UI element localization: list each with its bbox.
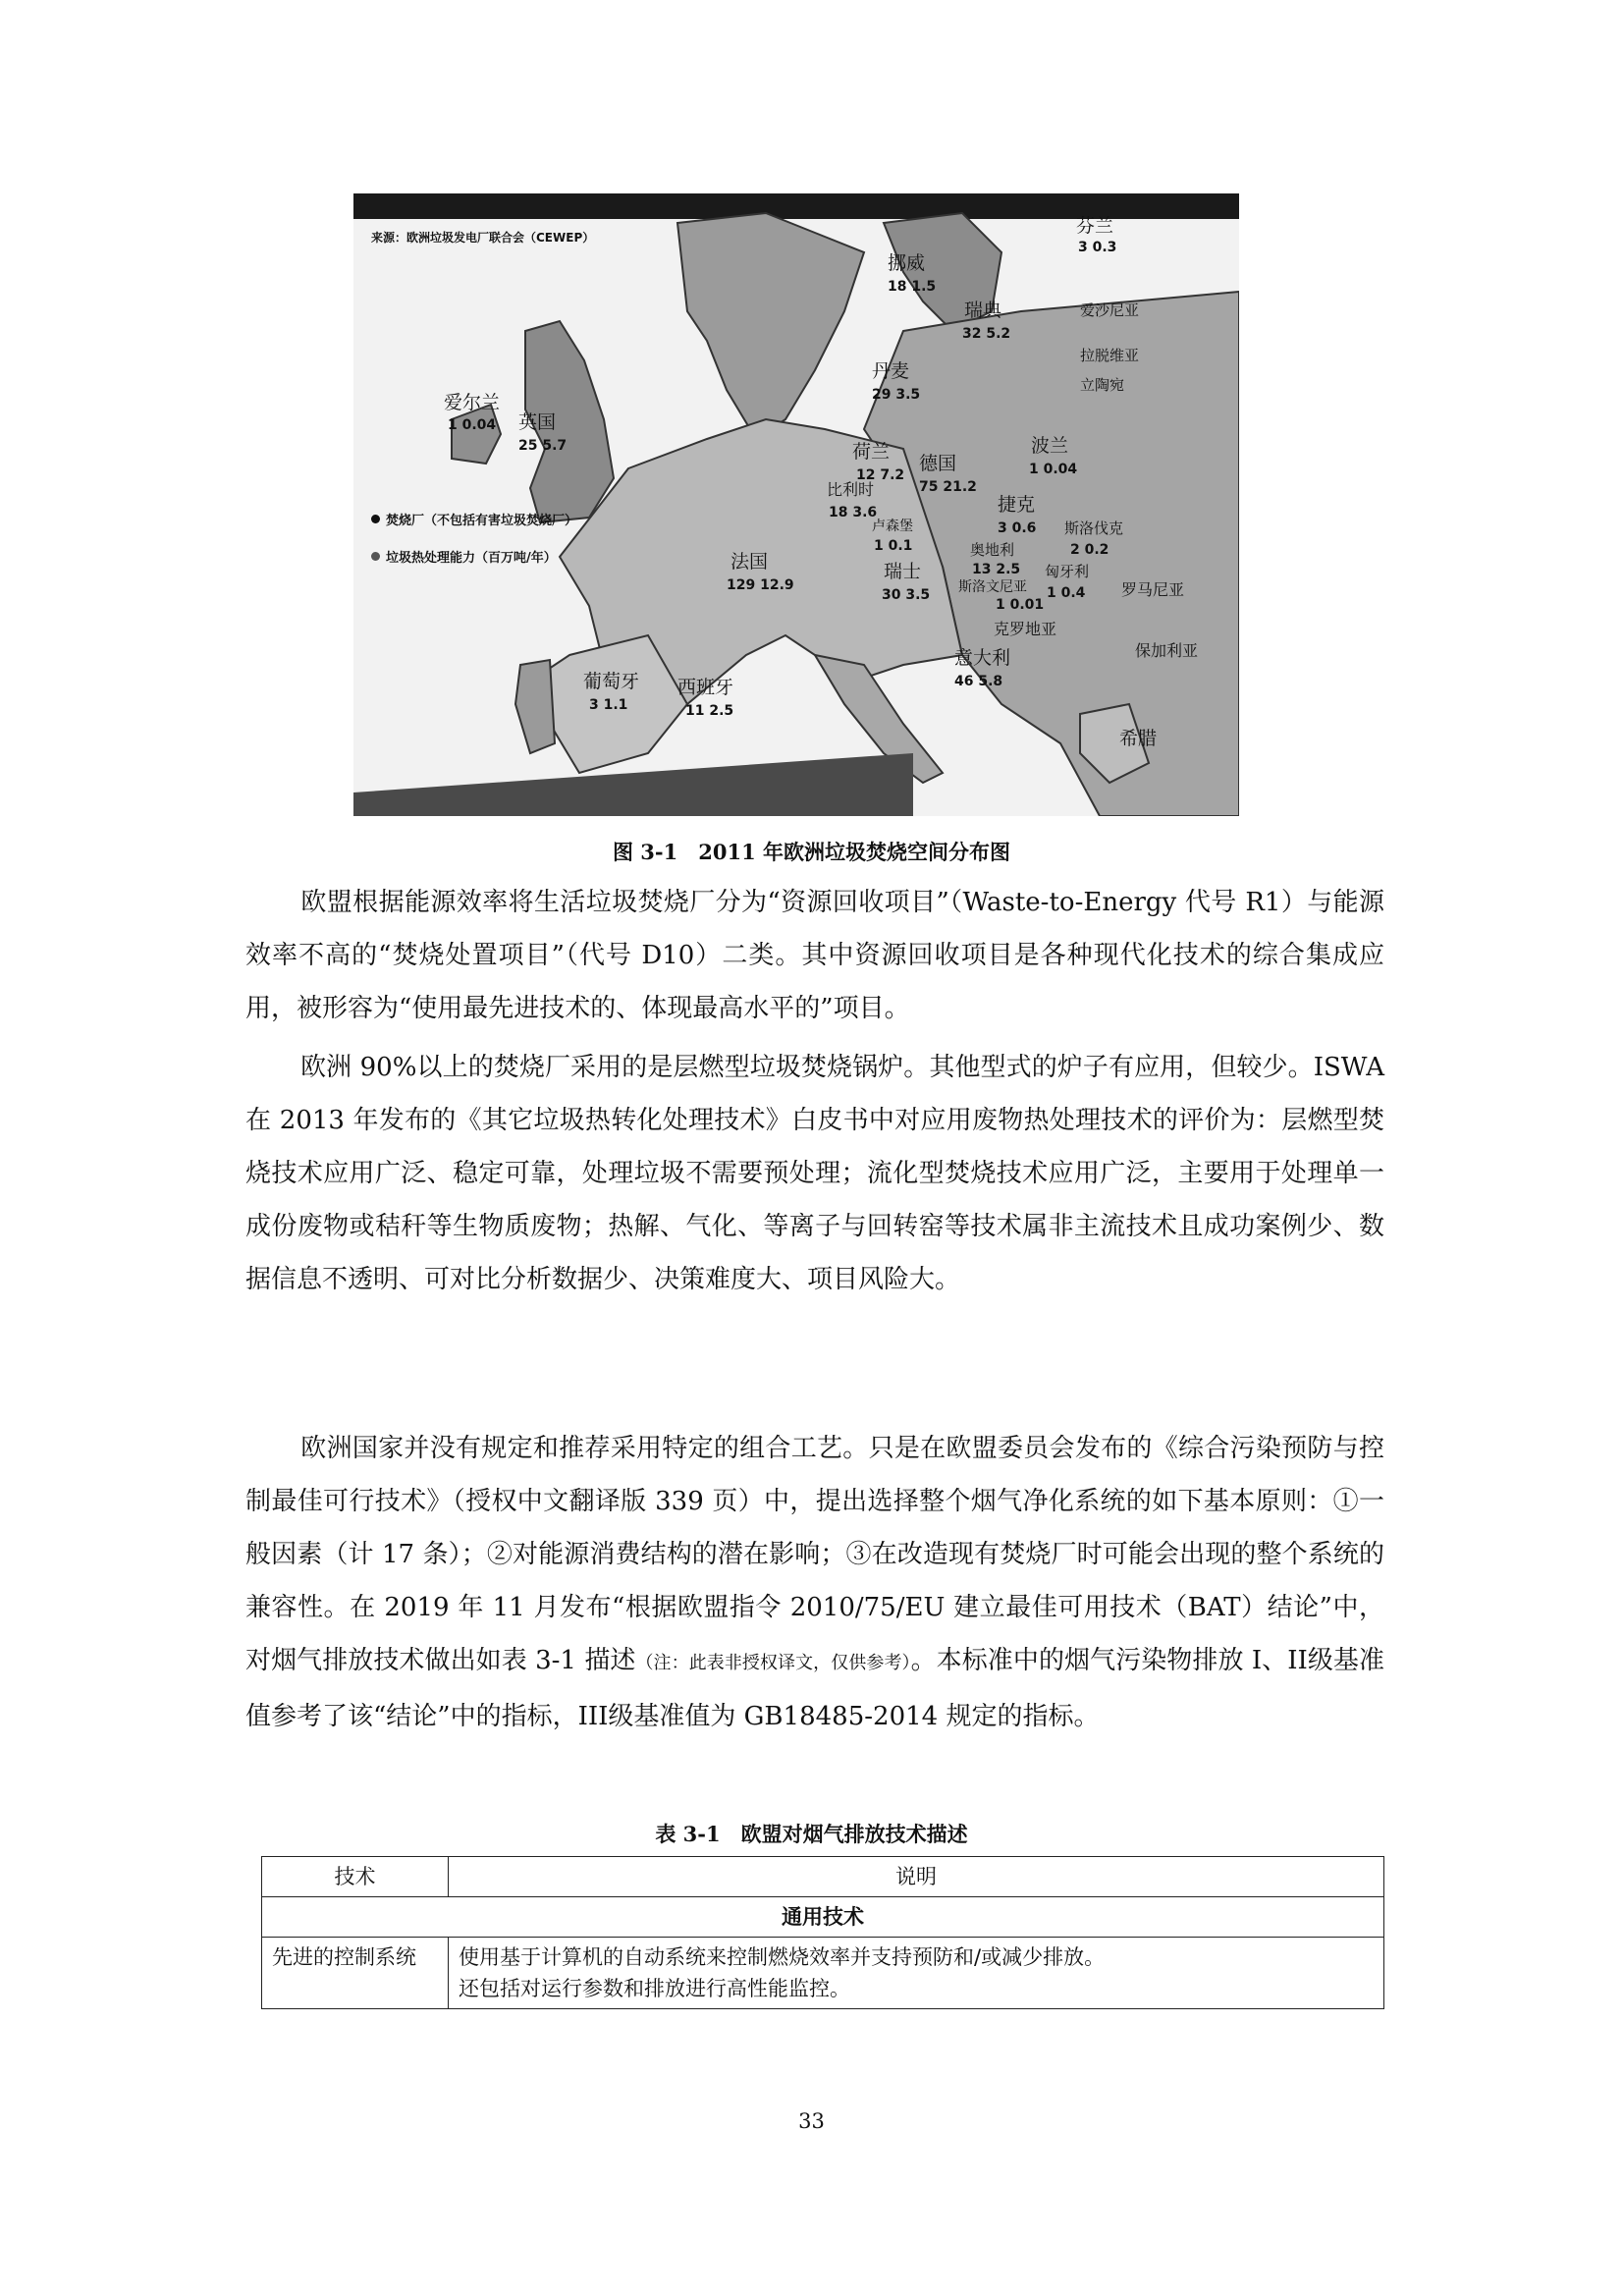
country-values: 11 2.5 xyxy=(685,703,734,719)
country-values: 13 2.5 xyxy=(972,562,1021,577)
country-label: 丹麦 xyxy=(872,360,910,382)
country-values: 25 5.7 xyxy=(518,438,568,454)
country-label: 葡萄牙 xyxy=(583,671,640,692)
country-label: 荷兰 xyxy=(852,441,891,463)
country-label: 斯洛伐克 xyxy=(1064,519,1124,537)
map-shapes xyxy=(353,193,1239,816)
page-number: 33 xyxy=(798,2109,825,2133)
country-label: 法国 xyxy=(730,551,769,573)
country-values: 29 3.5 xyxy=(872,387,921,403)
country-label: 意大利 xyxy=(954,647,1011,669)
country-label: 爱沙尼亚 xyxy=(1080,301,1140,319)
country-values: 46 5.8 xyxy=(954,674,1003,689)
country-label: 波兰 xyxy=(1031,435,1069,457)
country-label: 卢森堡 xyxy=(872,519,913,534)
map-source-label: 来源：欧洲垃圾发电厂联合会（CEWEP） xyxy=(371,231,595,245)
table-header-row xyxy=(262,1857,1384,1897)
paragraph-2: 欧洲 90%以上的焚烧厂采用的是层燃型垃圾焚烧锅炉。其他型式的炉子有应用，但较少。ISWA 在 2013 年发布的《其它垃圾热转化处理技术》白皮书中对应用废物热处理技术的评价为：层燃型焚烧技术应用广泛、稳定可靠，处理垃圾不需要预处理；流化型焚烧技术应用广泛，主要用于处理单一成份废物或秸秆等生物质废物；热解、气化、等离子与回转窑等技术属非主流技术且成功案例少、数据信息不透明、可对比分析数据少、决策难度大、项目风险大。 xyxy=(245,1053,1384,1294)
country-label: 西班牙 xyxy=(677,677,734,698)
country-values: 18 1.5 xyxy=(888,279,937,295)
country-label: 比利时 xyxy=(827,480,875,499)
country-label: 罗马尼亚 xyxy=(1121,580,1185,599)
country-label: 奥地利 xyxy=(970,541,1015,559)
table-cell-tech: 先进的控制系统 xyxy=(262,1938,449,2009)
table-header-tech: 技术 xyxy=(262,1857,449,1897)
country-label: 保加利亚 xyxy=(1135,641,1199,660)
country-values: 3 0.6 xyxy=(998,520,1037,536)
country-label: 捷克 xyxy=(998,494,1036,516)
country-values: 1 0.01 xyxy=(996,597,1045,613)
country-label: 克罗地亚 xyxy=(994,620,1057,638)
country-label: 德国 xyxy=(919,453,957,474)
country-label: 立陶宛 xyxy=(1080,376,1125,394)
legend-item-capacity: 垃圾热处理能力（百万吨/年） xyxy=(371,547,557,566)
country-label: 挪威 xyxy=(888,252,926,274)
country-values: 1 0.04 xyxy=(1029,462,1078,477)
legend-dot-icon xyxy=(371,515,380,523)
country-values: 1 0.1 xyxy=(874,538,913,554)
country-values: 129 12.9 xyxy=(727,577,794,593)
table-cell-desc: 使用基于计算机的自动系统来控制燃烧效率并支持预防和/或减少排放。还包括对运行参数和排放进行高性能监控。 xyxy=(449,1938,1384,2009)
country-label: 拉脱维亚 xyxy=(1080,347,1140,364)
country-values: 12 7.2 xyxy=(856,467,905,483)
country-label: 斯洛文尼亚 xyxy=(958,579,1027,595)
table-section-row xyxy=(262,1897,1384,1938)
country-values: 1 0.04 xyxy=(448,417,497,433)
bat-table xyxy=(261,1856,1384,2009)
table-header-desc: 说明 xyxy=(449,1857,1384,1897)
table-row xyxy=(262,1938,1384,2009)
country-values: 32 5.2 xyxy=(962,326,1011,342)
country-label: 爱尔兰 xyxy=(444,392,501,413)
table-caption: 表 3-1 欧盟对烟气排放技术描述 xyxy=(655,1822,968,1846)
country-label: 瑞士 xyxy=(884,561,922,582)
country-values: 2 0.2 xyxy=(1070,542,1109,558)
paragraph-1: 欧盟根据能源效率将生活垃圾焚烧厂分为“资源回收项目”（Waste-to-Energy 代号 R1）与能源效率不高的“焚烧处置项目”（代号 D10）二类。其中资源回收项目是各种现代化技术的综合集成应用，被形容为“使用最先进技术的、体现最高水平的”项目。 xyxy=(245,888,1384,1023)
country-values: 75 21.2 xyxy=(919,479,977,495)
paragraph-3: 欧洲国家并没有规定和推荐采用特定的组合工艺。只是在欧盟委员会发布的《综合污染预防与控制最佳可行技术》（授权中文翻译版 339 页）中，提出选择整个烟气净化系统的如下基本原则：①一般因素（计 17 条）；②对能源消费结构的潜在影响；③在改造现有焚烧厂时可能会出现的整个系统的兼容性。在 2019 年 11 月发布“根据欧盟指令 2010/75/EU 建立最佳可用技术（BAT）结论”中，对烟气排放技术做出如表 3-1 描述（注：此表非授权译文，仅供参考）。本标准中的烟气污染物排放 I、II级基准值参考了该“结论”中的指标，III级基准值为 GB18485-2014 规定的指标。 xyxy=(245,1434,1385,1731)
figure-caption: 图 3-1 2011 年欧洲垃圾焚烧空间分布图 xyxy=(612,840,1010,864)
legend-item-plants: 焚烧厂（不包括有害垃圾焚烧厂） xyxy=(371,510,577,528)
country-values: 18 3.6 xyxy=(829,505,878,520)
country-values: 3 1.1 xyxy=(589,697,628,713)
legend-dot-icon xyxy=(371,552,380,561)
country-label: 英国 xyxy=(518,411,557,433)
country-values: 3 0.3 xyxy=(1078,240,1117,255)
country-label: 希腊 xyxy=(1119,728,1158,749)
country-label: 芬兰 xyxy=(1076,215,1114,237)
europe-incineration-map xyxy=(353,193,1239,816)
table-section-label: 通用技术 xyxy=(262,1897,1384,1938)
country-values: 1 0.4 xyxy=(1047,585,1086,601)
country-values: 30 3.5 xyxy=(882,587,931,603)
country-label: 匈牙利 xyxy=(1045,563,1090,580)
country-label: 瑞典 xyxy=(964,300,1002,321)
